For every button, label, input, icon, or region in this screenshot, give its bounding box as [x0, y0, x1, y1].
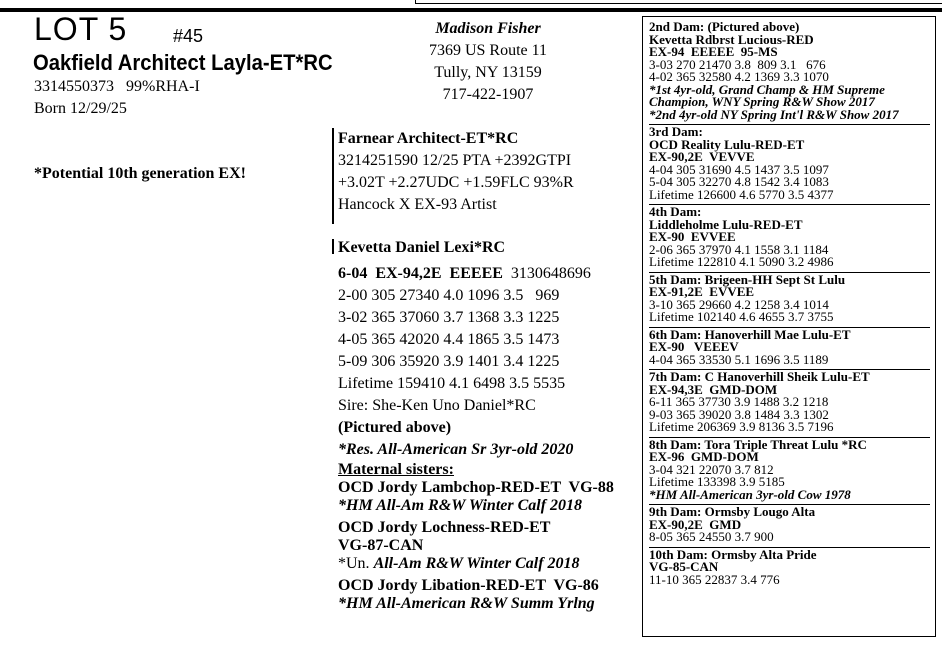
sister-2-note: All-Am R&W Winter Calf 2018	[373, 555, 580, 572]
ancestry-classification: EX-90 VEEEV	[649, 339, 739, 354]
ancestry-record: 3-04 321 22070 3.7 812	[649, 461, 774, 477]
ancestry-generation	[649, 205, 930, 273]
ancestry-name: Liddleholme Lulu-RED-ET	[649, 216, 803, 232]
dam-record-row: 5-09 306 35920 3.9 1401 3.4 1225	[338, 353, 560, 370]
top-frame	[415, 0, 942, 4]
ancestry-generation	[649, 273, 930, 328]
dam-pictured: (Pictured above)	[338, 419, 452, 436]
ancestry-note: *1st 4yr-old, Grand Champ & HM Supreme	[649, 81, 885, 97]
ancestry-record: 5-04 305 32270 4.8 1542 3.4 1083	[649, 174, 829, 189]
sister-3-note: *HM All-American R&W Summ Yrlng	[338, 595, 595, 612]
dam-sire-line: Sire: She-Ken Uno Daniel*RC	[338, 397, 536, 414]
sire-block	[338, 128, 574, 216]
owner-address: 7369 US Route 11	[428, 42, 548, 59]
sire-name: Farnear Architect-ET*RC	[338, 130, 519, 147]
ancestry-classification: EX-91,2E EVVEE	[649, 284, 755, 299]
ancestry-classification: EX-94,3E GMD-DOM	[649, 381, 778, 397]
ancestry-record: 3-03 270 21470 3.8 809 3.1 676	[649, 56, 826, 72]
dam-records	[338, 285, 614, 395]
ancestry-generation	[649, 328, 930, 371]
ancestry-title: 2nd Dam: (Pictured above)	[649, 19, 800, 34]
sister-1-note: *HM All-Am R&W Winter Calf 2018	[338, 497, 583, 514]
sire-line-1: 3214251590 12/25 PTA +2392GTPI	[338, 152, 572, 169]
owner-city: Tully, NY 13159	[434, 64, 542, 81]
top-rule	[0, 8, 942, 12]
dam-reg: 3130648696	[510, 265, 591, 282]
dam-classification: 6-04 EX-94,2E EEEEE	[338, 265, 503, 282]
ancestry-note: Champion, WNY Spring R&W Show 2017	[649, 94, 875, 109]
sire-bracket	[332, 128, 334, 224]
ancestry-box	[642, 16, 936, 637]
ancestry-generation	[649, 548, 930, 590]
dam-record-row: Lifetime 159410 4.1 6498 3.5 5535	[338, 375, 566, 392]
ancestry-title: 3rd Dam:	[649, 124, 703, 139]
ancestry-classification: EX-90,2E GMD	[649, 516, 742, 532]
ancestry-title: 6th Dam: Hanoverhill Mae Lulu-ET	[649, 326, 851, 342]
sire-line-3: Hancock X EX-93 Artist	[338, 196, 497, 213]
ancestry-record: 8-05 365 24550 3.7 900	[649, 529, 774, 544]
dam-record-row: 2-00 305 27340 4.0 1096 3.5 969	[338, 287, 560, 304]
ancestry-record: Lifetime 102140 4.6 4655 3.7 3755	[649, 309, 834, 324]
owner-phone: 717-422-1907	[442, 86, 534, 103]
dam-bracket	[332, 239, 334, 254]
owner-block	[388, 18, 588, 106]
ancestry-name: OCD Reality Lulu-RED-ET	[649, 136, 805, 152]
sister-1-name: OCD Jordy Lambchop-RED-ET VG-88	[338, 479, 614, 496]
sister-2-note-prefix: *Un.	[338, 555, 374, 572]
ancestry-record: 4-04 365 33530 5.1 1696 3.5 1189	[649, 351, 829, 367]
ancestry-generation	[649, 370, 930, 438]
ancestry-record: Lifetime 206369 3.9 8136 3.5 7196	[649, 419, 834, 434]
ancestry-title: 10th Dam: Ormsby Alta Pride	[649, 546, 817, 562]
ancestry-record: 3-10 365 29660 4.2 1258 3.4 1014	[649, 296, 829, 312]
ancestry-generation	[649, 438, 930, 506]
ancestry-record: 6-11 365 37730 3.9 1488 3.2 1218	[649, 394, 829, 409]
ancestry-record: 4-02 365 32580 4.2 1369 3.3 1070	[649, 69, 829, 84]
ancestry-record: Lifetime 122810 4.1 5090 3.2 4986	[649, 254, 834, 269]
ancestry-classification: EX-90,2E VEVVE	[649, 149, 755, 164]
ancestry-title: 7th Dam: C Hanoverhill Sheik Lulu-ET	[649, 369, 870, 384]
sister-2-note-line	[338, 555, 614, 573]
ancestry-generation	[649, 125, 930, 205]
animal-name: Oakfield Architect Layla-ET*RC	[33, 50, 333, 75]
ancestry-note: *2nd 4yr-old NY Spring Int'l R&W Show 2017	[649, 106, 899, 122]
ancestry-note: *HM All-American 3yr-old Cow 1978	[649, 486, 851, 502]
ancestry-record: Lifetime 126600 4.6 5770 3.5 4377	[649, 186, 834, 202]
dam-record-row: 4-05 365 42020 4.4 1865 3.5 1473	[338, 331, 560, 348]
ancestry-generation	[649, 20, 930, 125]
animal-note: *Potential 10th generation EX!	[34, 165, 246, 182]
owner-name: Madison Fisher	[435, 20, 541, 37]
ancestry-classification: EX-94 EEEEE 95-MS	[649, 44, 778, 59]
sister-3-name: OCD Jordy Libation-RED-ET VG-86	[338, 577, 599, 594]
ancestry-record: 2-06 365 37970 4.1 1558 3.1 1184	[649, 241, 829, 257]
animal-birthdate: Born 12/29/25	[34, 100, 127, 117]
dam-classification-line	[338, 263, 614, 285]
ancestry-classification: EX-90 EVVEE	[649, 229, 736, 244]
ancestry-record: 9-03 365 39020 3.8 1484 3.3 1302	[649, 406, 829, 422]
ancestry-classification: VG-85-CAN	[649, 559, 719, 574]
dam-award: *Res. All-American Sr 3yr-old 2020	[338, 441, 574, 458]
ancestry-record: 4-04 305 31690 4.5 1437 3.5 1097	[649, 161, 829, 177]
dam-record-row: 3-02 365 37060 3.7 1368 3.3 1225	[338, 309, 560, 326]
maternal-sisters-header: Maternal sisters:	[338, 461, 454, 478]
ancestry-record: Lifetime 133398 3.9 5185	[649, 474, 785, 489]
sister-2-name: OCD Jordy Lochness-RED-ET	[338, 519, 551, 536]
dam-block	[338, 237, 614, 613]
sire-line-2: +3.02T +2.27UDC +1.59FLC 93%R	[338, 174, 574, 191]
animal-registration: 3314550373 99%RHA-I	[34, 78, 200, 95]
lot-number: #45	[173, 26, 204, 46]
ancestry-title: 9th Dam: Ormsby Lougo Alta	[649, 504, 816, 519]
ancestry-title: 8th Dam: Tora Triple Threat Lulu *RC	[649, 436, 867, 452]
lot-label: LOT 5	[34, 11, 128, 47]
dam-name: Kevetta Daniel Lexi*RC	[338, 239, 506, 256]
ancestry-title: 4th Dam:	[649, 204, 702, 219]
ancestry-name: Kevetta Rdbrst Lucious-RED	[649, 31, 814, 47]
ancestry-generation	[649, 505, 930, 548]
ancestry-classification: EX-96 GMD-DOM	[649, 449, 759, 464]
ancestry-record: 11-10 365 22837 3.4 776	[649, 571, 780, 587]
sister-2-class: VG-87-CAN	[338, 537, 424, 554]
ancestry-title: 5th Dam: Brigeen-HH Sept St Lulu	[649, 271, 846, 287]
